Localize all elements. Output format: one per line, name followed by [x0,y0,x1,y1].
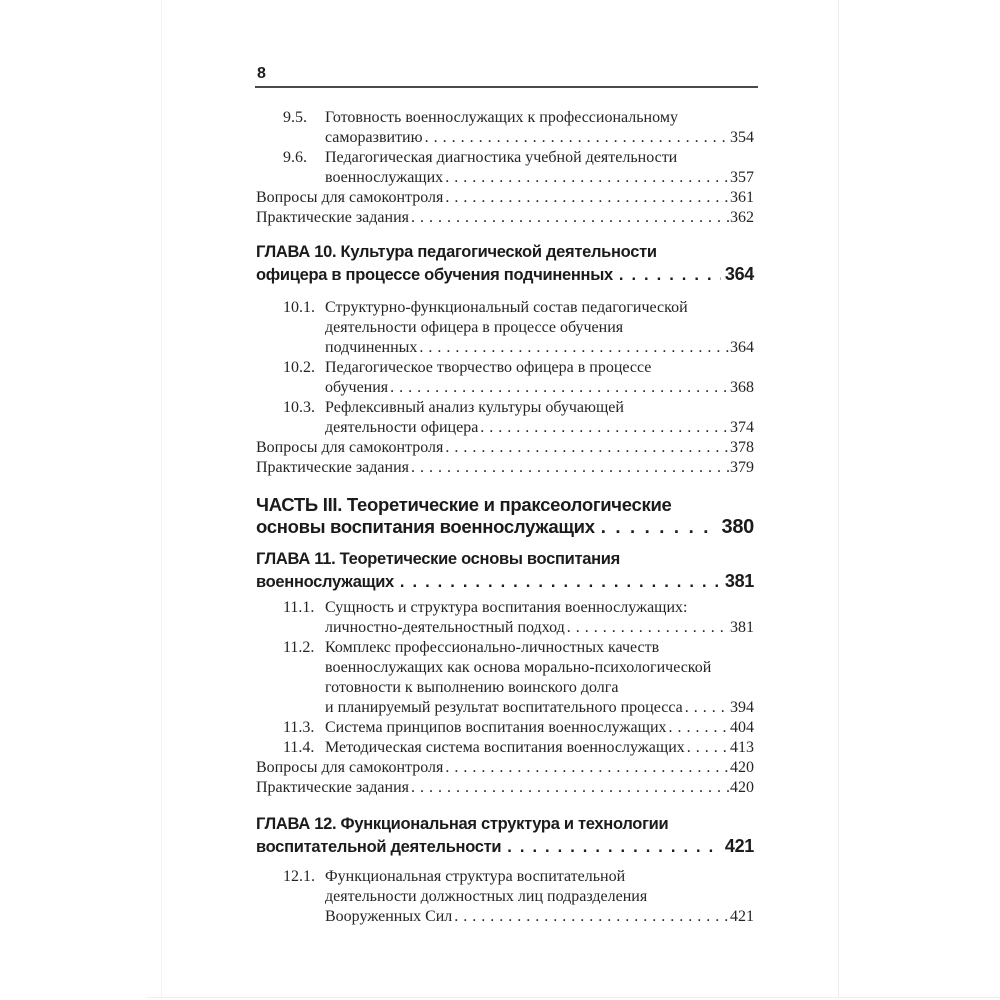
chapter-10-heading [256,242,754,286]
dot-leader [443,758,730,778]
entry-text: военнослужащих как основа морально-психологической [325,659,712,676]
page-edge-right [838,0,839,997]
toc-entry-11-1 [256,598,754,638]
entry-text: Практические задания [256,779,410,796]
entry-number: 9.5. [283,109,307,126]
toc-entry-11-2 [256,638,754,718]
dot-leader [501,837,721,859]
questions-row [256,758,754,778]
entry-text: Функциональная структура воспитательной [325,868,626,885]
entry-page-number: 357 [730,169,754,186]
dot-leader [409,208,730,228]
dot-leader [595,516,717,538]
dot-leader [423,128,730,148]
heading-text: военнослужащих [256,572,394,591]
heading-page-number: 381 [724,570,754,591]
heading-text: воспитательной деятельности [256,837,502,856]
entry-text: готовности к выполнению воинского долга [325,679,619,696]
chapter-11-heading [256,549,754,593]
entry-number: 11.3. [283,719,315,736]
chapter-11-entries [256,598,754,798]
heading-text: ЧАСТЬ III. Теоретические и праксеологические [256,494,672,515]
dot-leader [409,458,730,478]
entry-page-number: 421 [730,908,754,925]
table-of-contents [256,108,754,927]
chapter-10-entries [256,298,754,478]
entry-page-number: 364 [730,339,754,356]
dot-leader [478,418,730,438]
toc-entry-11-3 [256,718,754,738]
entry-number: 10.1. [283,299,315,316]
dot-leader [685,738,730,758]
dot-leader [443,188,730,208]
dot-leader [565,618,730,638]
entry-text: деятельности офицера [325,419,479,436]
heading-text: ГЛАВА 11. Теоретические основы воспитания [256,550,620,568]
dot-leader [667,718,731,738]
heading-text: офицера в процессе обучения подчиненных [256,265,613,284]
toc-entry-10-1 [256,298,754,358]
toc-entry-10-3 [256,398,754,438]
chapter-12-entries [256,867,754,927]
entry-text: Готовность военнослужащих к профессиональному [325,109,678,126]
toc-entry-10-2 [256,358,754,398]
entry-text: обучения [325,379,389,396]
toc-entry-9-5 [256,108,754,148]
entry-page-number: 420 [730,759,754,776]
entry-number: 11.4. [283,739,315,756]
entry-page-number: 379 [730,459,754,476]
toc-entry-12-1 [256,867,754,927]
heading-page-number: 380 [721,516,754,538]
page-edge-bottom [146,997,1000,998]
entry-page-number: 404 [730,719,754,736]
toc-entry-9-6 [256,148,754,188]
entry-number: 11.2. [283,639,315,656]
dot-leader [417,338,730,358]
dot-leader [409,778,730,798]
entry-text: саморазвитию [325,129,423,146]
entry-page-number: 378 [730,439,754,456]
practice-row [256,208,754,228]
dot-leader [452,907,730,927]
entry-text: Вопросы для самоконтроля [256,759,444,776]
entry-number: 11.1. [283,599,315,616]
entry-text: Система принципов воспитания военнослужащих [325,719,667,736]
entry-number: 9.6. [283,149,307,166]
entry-page-number: 354 [730,129,754,146]
dot-leader [443,168,730,188]
entry-text: Вопросы для самоконтроля [256,189,444,206]
entry-text: Рефлексивный анализ культуры обучающей [325,399,624,416]
entry-text: Вопросы для самоконтроля [256,439,444,456]
entry-text: Вооруженных Сил [325,908,453,925]
part-3-heading [256,494,754,538]
dot-leader [683,698,730,718]
entry-page-number: 362 [730,209,754,226]
heading-text: ГЛАВА 12. Функциональная структура и технологии [256,815,669,833]
practice-row [256,458,754,478]
page-edge-left [161,0,162,997]
running-head-page-number: 8 [257,65,266,82]
entry-text: и планируемый результат воспитательного процесса [325,699,683,716]
questions-row [256,188,754,208]
running-head-rule [255,86,758,88]
toc-entry-11-4 [256,738,754,758]
dot-leader [388,378,730,398]
entry-number: 10.2. [283,359,315,376]
entry-number: 12.1. [283,868,315,885]
entry-text: Методическая система воспитания военнослужащих [325,739,685,756]
entry-page-number: 368 [730,379,754,396]
entry-number: 10.3. [283,399,315,416]
heading-text: ГЛАВА 10. Культура педагогической деятельности [256,243,657,261]
heading-page-number: 364 [724,263,754,284]
heading-page-number: 421 [724,835,754,856]
entry-text: Педагогическое творчество офицера в процессе [325,359,652,376]
entry-page-number: 420 [730,779,754,796]
entry-text: военнослужащих [325,169,444,186]
questions-row [256,438,754,458]
entry-page-number: 413 [730,739,754,756]
practice-row [256,778,754,798]
entry-text: Комплекс профессионально-личностных качеств [325,639,660,656]
entry-page-number: 374 [730,419,754,436]
dot-leader [394,572,721,594]
dot-leader [613,265,721,287]
heading-text: основы воспитания военнослужащих [256,516,595,537]
entry-text: деятельности должностных лиц подразделения [325,888,648,905]
entry-text: деятельности офицера в процессе обучения [325,319,624,336]
entry-text: Сущность и структура воспитания военнослужащих: [325,599,688,616]
entry-text: Педагогическая диагностика учебной деятельности [325,149,678,166]
entry-page-number: 394 [730,699,754,716]
entry-text: Практические задания [256,209,410,226]
entry-text: личностно-деятельностный подход [325,619,565,636]
chapter-12-heading [256,814,754,858]
entry-page-number: 381 [730,619,754,636]
entry-text: подчиненных [325,339,418,356]
entry-text: Структурно-функциональный состав педагогической [325,299,688,316]
dot-leader [443,438,730,458]
entry-text: Практические задания [256,459,410,476]
entry-page-number: 361 [730,189,754,206]
